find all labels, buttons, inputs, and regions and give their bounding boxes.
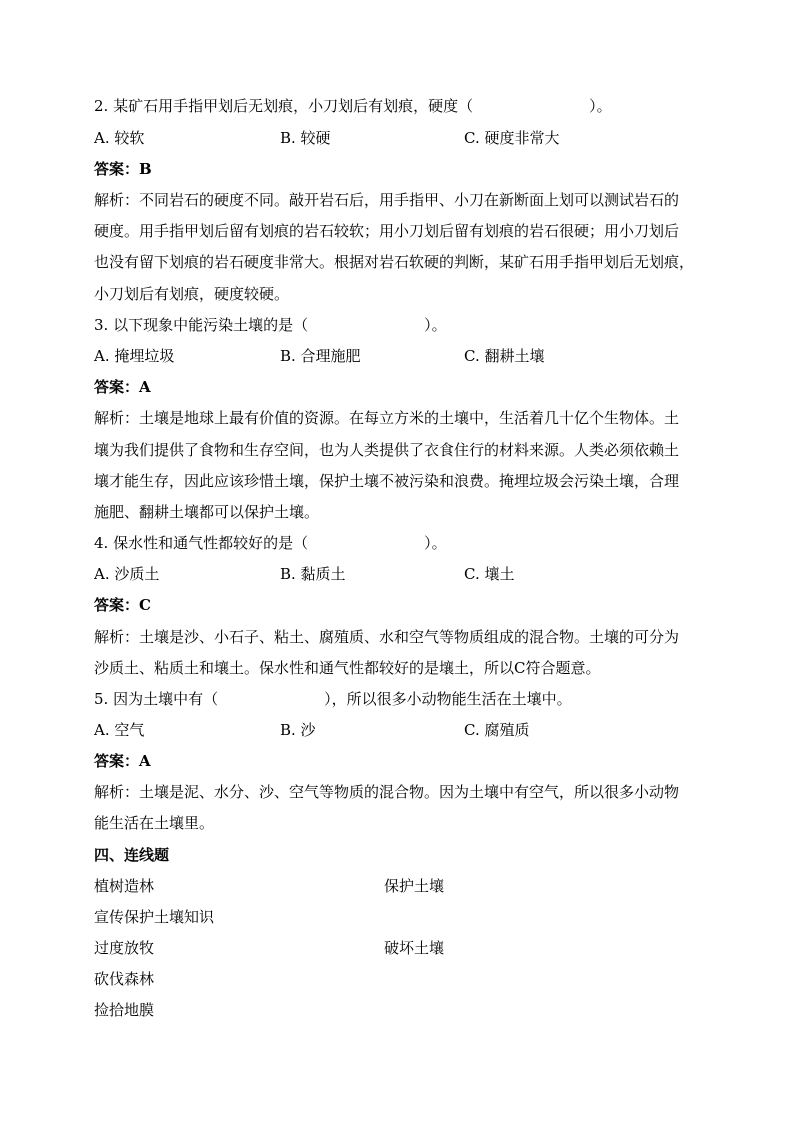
q4-analysis-line: 解析：土壤是沙、小石子、粘土、腐殖质、水和空气等物质组成的混合物。土壤的可分为	[94, 628, 680, 646]
q2-analysis-line: 解析：不同岩石的硬度不同。敲开岩石后，用手指甲、小刀在新断面上划可以测试岩石的	[94, 191, 680, 209]
q5-answer-value: A	[139, 752, 151, 770]
q5-stem	[94, 689, 572, 709]
q3-analysis-line: 壤为我们提供了食物和生存空间，也为人类提供了衣食住行的材料来源。人类必须依赖土	[94, 441, 680, 459]
q4-analysis-line: 沙质土、粘质土和壤土。保水性和通气性都较好的是壤土，所以C符合题意。	[94, 659, 601, 677]
q2-answer	[94, 159, 152, 179]
q2-option-b: B. 较硬	[280, 129, 331, 147]
match-right-item: 保护土壤	[384, 877, 445, 895]
q3-analysis-line: 解析：土壤是地球上最有价值的资源。在每立方米的土壤中，生活着几十亿个生物体。土	[94, 409, 680, 427]
q2-answer-label: 答案：	[94, 160, 140, 178]
q2-options	[94, 128, 694, 148]
q3-option-a: A. 掩埋垃圾	[94, 347, 175, 365]
q4-option-b: B. 黏质土	[280, 565, 346, 583]
q4-answer	[94, 595, 151, 615]
match-right-item: 破坏土壤	[384, 939, 445, 957]
q5-stem-end: ），所以很多小动物能生活在土壤中。	[324, 690, 572, 708]
q3-option-b: B. 合理施肥	[280, 347, 361, 365]
q2-analysis-line: 硬度。用手指甲划后留有划痕的岩石较软；用小刀划后留有划痕的岩石很硬；用小刀划后	[94, 222, 680, 240]
q2-analysis-line: 小刀划后有划痕，硬度较硬。	[94, 285, 290, 303]
q4-stem-text: 4. 保水性和通气性都较好的是（	[94, 534, 309, 552]
q2-stem-end: ）。	[589, 97, 612, 115]
q4-answer-label: 答案：	[94, 596, 140, 614]
match-left-item: 植树造林	[94, 877, 155, 895]
match-left-item: 捡拾地膜	[94, 1001, 155, 1019]
q3-analysis-line: 壤才能生存，因此应该珍惜土壤，保护土壤不被污染和浪费。掩埋垃圾会污染土壤，合理	[94, 472, 680, 490]
q5-analysis-line: 解析：土壤是泥、水分、沙、空气等物质的混合物。因为土壤中有空气，所以很多小动物	[94, 783, 680, 801]
q5-stem-text: 5. 因为土壤中有（	[94, 690, 219, 708]
q4-stem-end: ）。	[424, 534, 447, 552]
match-left-item: 宣传保护土壤知识	[94, 908, 215, 926]
q4-options	[94, 564, 694, 584]
q2-analysis-line: 也没有留下划痕的岩石硬度非常大。根据对岩石软硬的判断，某矿石用手指甲划后无划痕，	[94, 253, 695, 271]
match-left-item: 过度放牧	[94, 939, 155, 957]
q3-stem-text: 3. 以下现象中能污染土壤的是（	[94, 316, 309, 334]
q3-stem	[94, 315, 447, 335]
q2-answer-value: B	[139, 160, 152, 178]
q5-option-a: A. 空气	[94, 721, 145, 739]
q4-option-c: C. 壤土	[464, 565, 515, 583]
q5-answer-label: 答案：	[94, 752, 140, 770]
section-heading: 四、连线题	[94, 846, 170, 864]
q4-answer-value: C	[139, 596, 151, 614]
q4-stem	[94, 533, 447, 553]
q3-answer-label: 答案：	[94, 378, 140, 396]
q3-analysis-line: 施肥、翻耕土壤都可以保护土壤。	[94, 503, 320, 521]
q3-answer-value: A	[139, 378, 151, 396]
q4-option-a: A. 沙质土	[94, 565, 160, 583]
q3-answer	[94, 377, 151, 397]
q5-option-b: B. 沙	[280, 721, 316, 739]
q2-option-a: A. 较软	[94, 129, 145, 147]
q3-stem-end: ）。	[424, 316, 447, 334]
q5-analysis-line: 能生活在土壤里。	[94, 814, 215, 832]
q5-option-c: C. 腐殖质	[464, 721, 530, 739]
q2-option-c: C. 硬度非常大	[464, 129, 560, 147]
q5-answer	[94, 751, 151, 771]
match-left-item: 砍伐森林	[94, 970, 155, 988]
q3-options	[94, 346, 694, 366]
q2-stem	[94, 96, 612, 116]
q2-stem-text: 2. 某矿石用手指甲划后无划痕，小刀划后有划痕，硬度（	[94, 97, 474, 115]
q3-option-c: C. 翻耕土壤	[464, 347, 545, 365]
q5-options	[94, 720, 694, 740]
